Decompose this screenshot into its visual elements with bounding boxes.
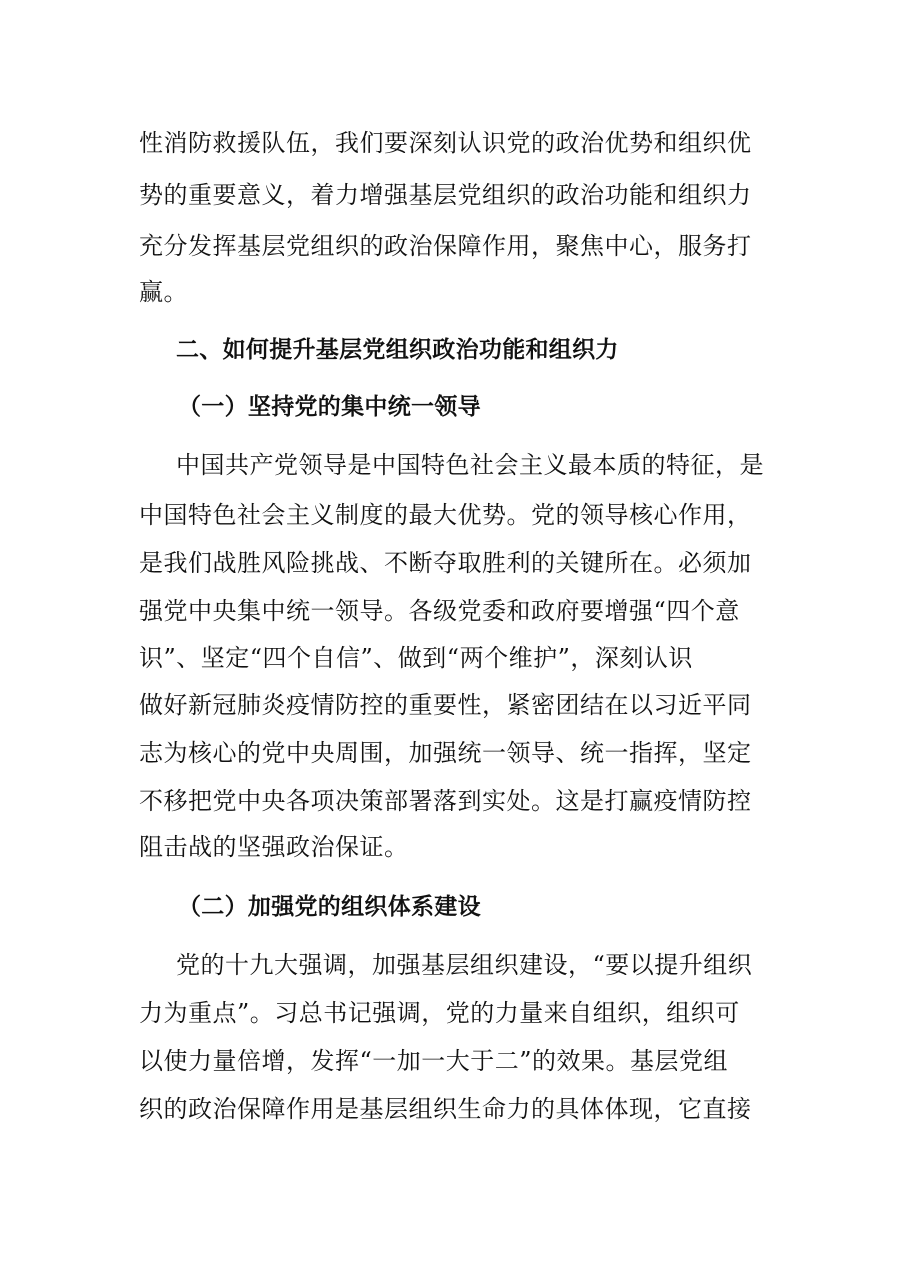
body-line: 中国特色社会主义制度的最大优势。党的领导核心作用， xyxy=(139,501,752,529)
intro-line: 势的重要意义，着力增强基层党组织的政治功能和组织力 xyxy=(139,181,752,209)
body-line: 织的政治保障作用是基层组织生命力的具体体现，它直接 xyxy=(139,1095,752,1123)
subsection-heading: （二）加强党的组织体系建设 xyxy=(178,894,481,920)
intro-line: 赢。 xyxy=(139,278,188,306)
body-line: 以使力量倍增，发挥“一加一大于二”的效果。基层党组 xyxy=(139,1047,729,1075)
body-line: 是我们战胜风险挑战、不断夺取胜利的关键所在。必须加 xyxy=(139,549,752,577)
intro-line: 性消防救援队伍，我们要深刻认识党的政治优势和组织优 xyxy=(139,129,752,157)
intro-line: 充分发挥基层党组织的政治保障作用，聚焦中心，服务打 xyxy=(139,232,752,260)
body-line: 做好新冠肺炎疫情防控的重要性，紧密团结在以习近平同 xyxy=(139,691,752,719)
body-line: 党的十九大强调，加强基层组织建设，“要以提升组织 xyxy=(176,951,753,979)
body-line: 识”、坚定“四个自信”、做到“两个维护”，深刻认识 xyxy=(139,644,693,672)
body-line: 力为重点”。习总书记强调，党的力量来自组织，组织可 xyxy=(139,999,740,1027)
body-line: 不移把党中央各项决策部署落到实处。这是打赢疫情防控 xyxy=(139,787,752,815)
body-line: 中国共产党领导是中国特色社会主义最本质的特征，是 xyxy=(176,451,764,479)
subsection-heading: （一）坚持党的集中统一领导 xyxy=(178,394,481,420)
body-line: 强党中央集中统一领导。各级党委和政府要增强“四个意 xyxy=(139,597,740,625)
body-line: 阻击战的坚强政治保证。 xyxy=(139,833,409,861)
body-line: 志为核心的党中央周围，加强统一领导、统一指挥，坚定 xyxy=(139,739,752,767)
section-heading: 二、如何提升基层党组织政治功能和组织力 xyxy=(176,337,619,363)
